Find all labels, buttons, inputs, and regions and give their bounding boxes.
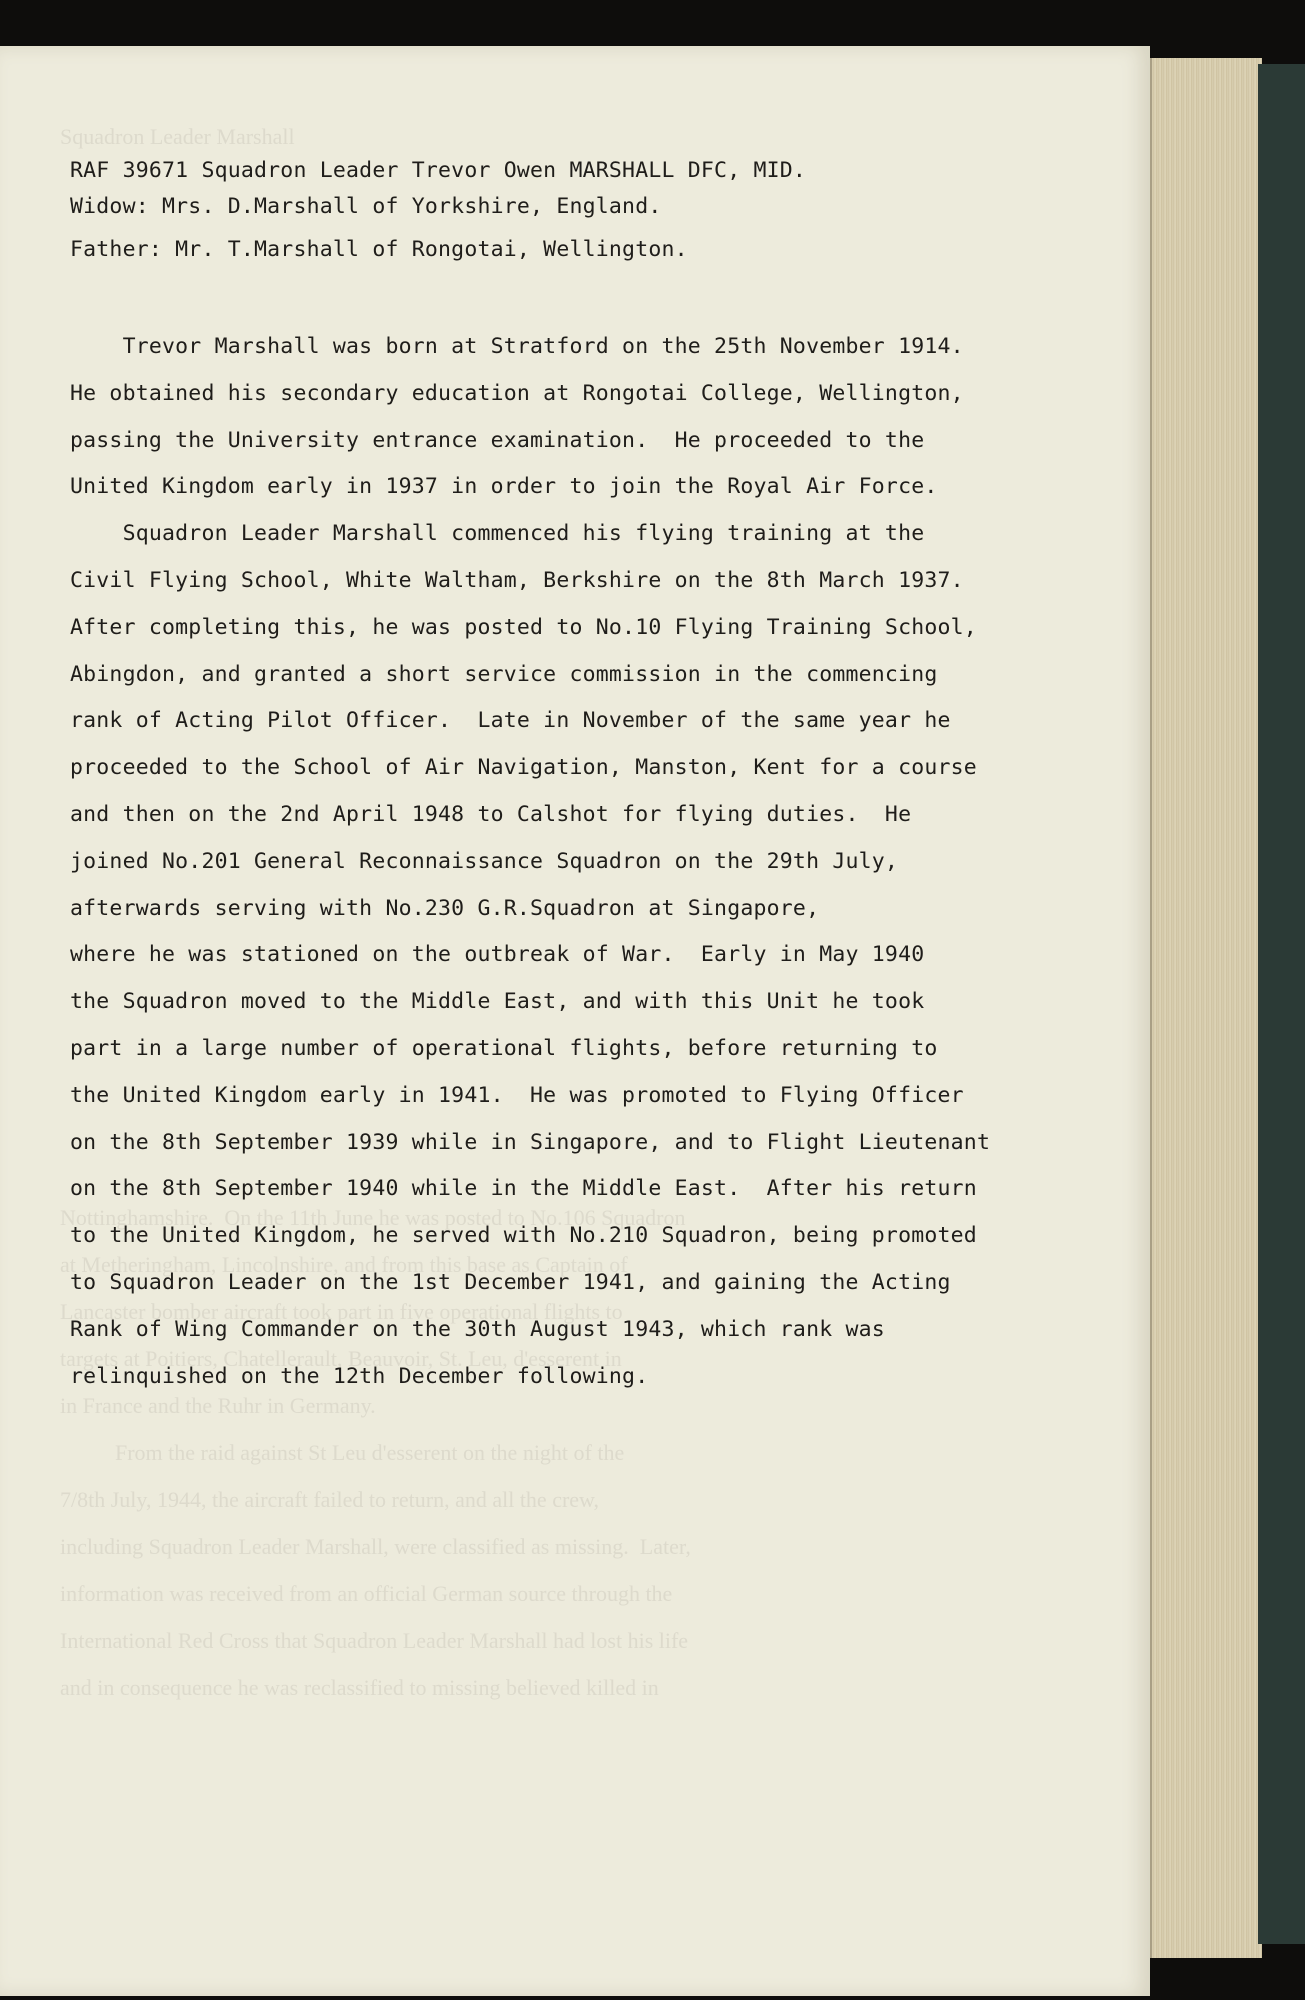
body-line: and then on the 2nd April 1948 to Calshot for flying duties. He [70, 802, 912, 827]
show-through-line: Lancaster bomber aircraft took part in five operational flights to [60, 1299, 623, 1324]
body-line: Rank of Wing Commander on the 30th August 1943, which rank was [70, 1316, 885, 1342]
show-through-line: information was received from an official German source through the [60, 1581, 673, 1606]
body-line: the Squadron moved to the Middle East, and with this Unit he took [70, 989, 925, 1015]
father-line: Father: Mr. T.Marshall of Rongotai, Wellington. [70, 237, 688, 262]
body-line: on the 8th September 1939 while in Singapore, and to Flight Lieutenant [70, 1129, 991, 1155]
show-through-line: at Metheringham, Lincolnshire, and from this base as Captain of [60, 1252, 628, 1277]
body-line: Squadron Leader Marshall commenced his flying training at the [70, 521, 925, 547]
body-line: United Kingdom early in 1937 in order to join the Royal Air Force. [70, 474, 938, 500]
body-line: Abingdon, and granted a short service commission in the commencing [70, 661, 938, 687]
book-cover [1258, 64, 1305, 1944]
body-line: to Squadron Leader on the 1st December 1941, and gaining the Acting [70, 1270, 951, 1295]
body-line: passing the University entrance examination. He proceeded to the [70, 427, 925, 453]
show-through-line: Squadron Leader Marshall [60, 124, 295, 149]
show-through-line: International Red Cross that Squadron Leader Marshall had lost his life [60, 1628, 689, 1653]
body-line: relinquished on the 12th December following. [70, 1363, 649, 1389]
service-record-heading: RAF 39671 Squadron Leader Trevor Owen MARSHALL DFC, MID. [70, 158, 807, 183]
body-line: where he was stationed on the outbreak of War. Early in May 1940 [70, 942, 925, 968]
show-through-line: From the raid against St Leu d'esserent on the night of the [60, 1440, 625, 1465]
show-through-line [60, 265, 1100, 312]
show-through-line: including Squadron Leader Marshall, were classified as missing. Later, [60, 1534, 691, 1559]
body-line: part in a large number of operational flights, before returning to [70, 1036, 938, 1061]
document-page [0, 46, 1150, 1996]
body-line: Civil Flying School, White Waltham, Berkshire on the 8th March 1937. [70, 568, 964, 593]
show-through-line: in France and the Ruhr in Germany. [60, 1393, 376, 1418]
body-line: He obtained his secondary education at Rongotai College, Wellington, [70, 380, 964, 406]
body-line: the United Kingdom early in 1941. He was promoted to Flying Officer [70, 1082, 964, 1108]
show-through-line: Nottinghamshire. On the 11th June he was posted to No.106 Squadron [60, 1205, 686, 1230]
body-line: afterwards serving with No.230 G.R.Squadron at Singapore, [70, 895, 820, 921]
show-through-text [60, 124, 1100, 1722]
widow-line: Widow: Mrs. D.Marshall of Yorkshire, England. [70, 194, 662, 219]
body-line: Trevor Marshall was born at Stratford on the 25th November 1914. [70, 334, 964, 359]
body-line: joined No.201 General Reconnaissance Squadron on the 29th July, [70, 848, 899, 874]
book-page-edges [1150, 58, 1262, 1958]
body-line: After completing this, he was posted to No.10 Flying Training School, [70, 614, 977, 640]
show-through-line: 7/8th July, 1944, the aircraft failed to return, and all the crew, [60, 1487, 600, 1512]
body-line: to the United Kingdom, he served with No.210 Squadron, being promoted [70, 1223, 977, 1249]
body-line: proceeded to the School of Air Navigation, Manston, Kent for a course [70, 755, 977, 781]
show-through-line: and in consequence he was reclassified to missing believed killed in [60, 1675, 659, 1700]
body-line: on the 8th September 1940 while in the Middle East. After his return [70, 1176, 977, 1202]
show-through-line: targets at Poitiers, Chatellerault, Beauvoir, St. Leu, d'esserent in [60, 1346, 622, 1371]
body-line: rank of Acting Pilot Officer. Late in November of the same year he [70, 708, 951, 734]
